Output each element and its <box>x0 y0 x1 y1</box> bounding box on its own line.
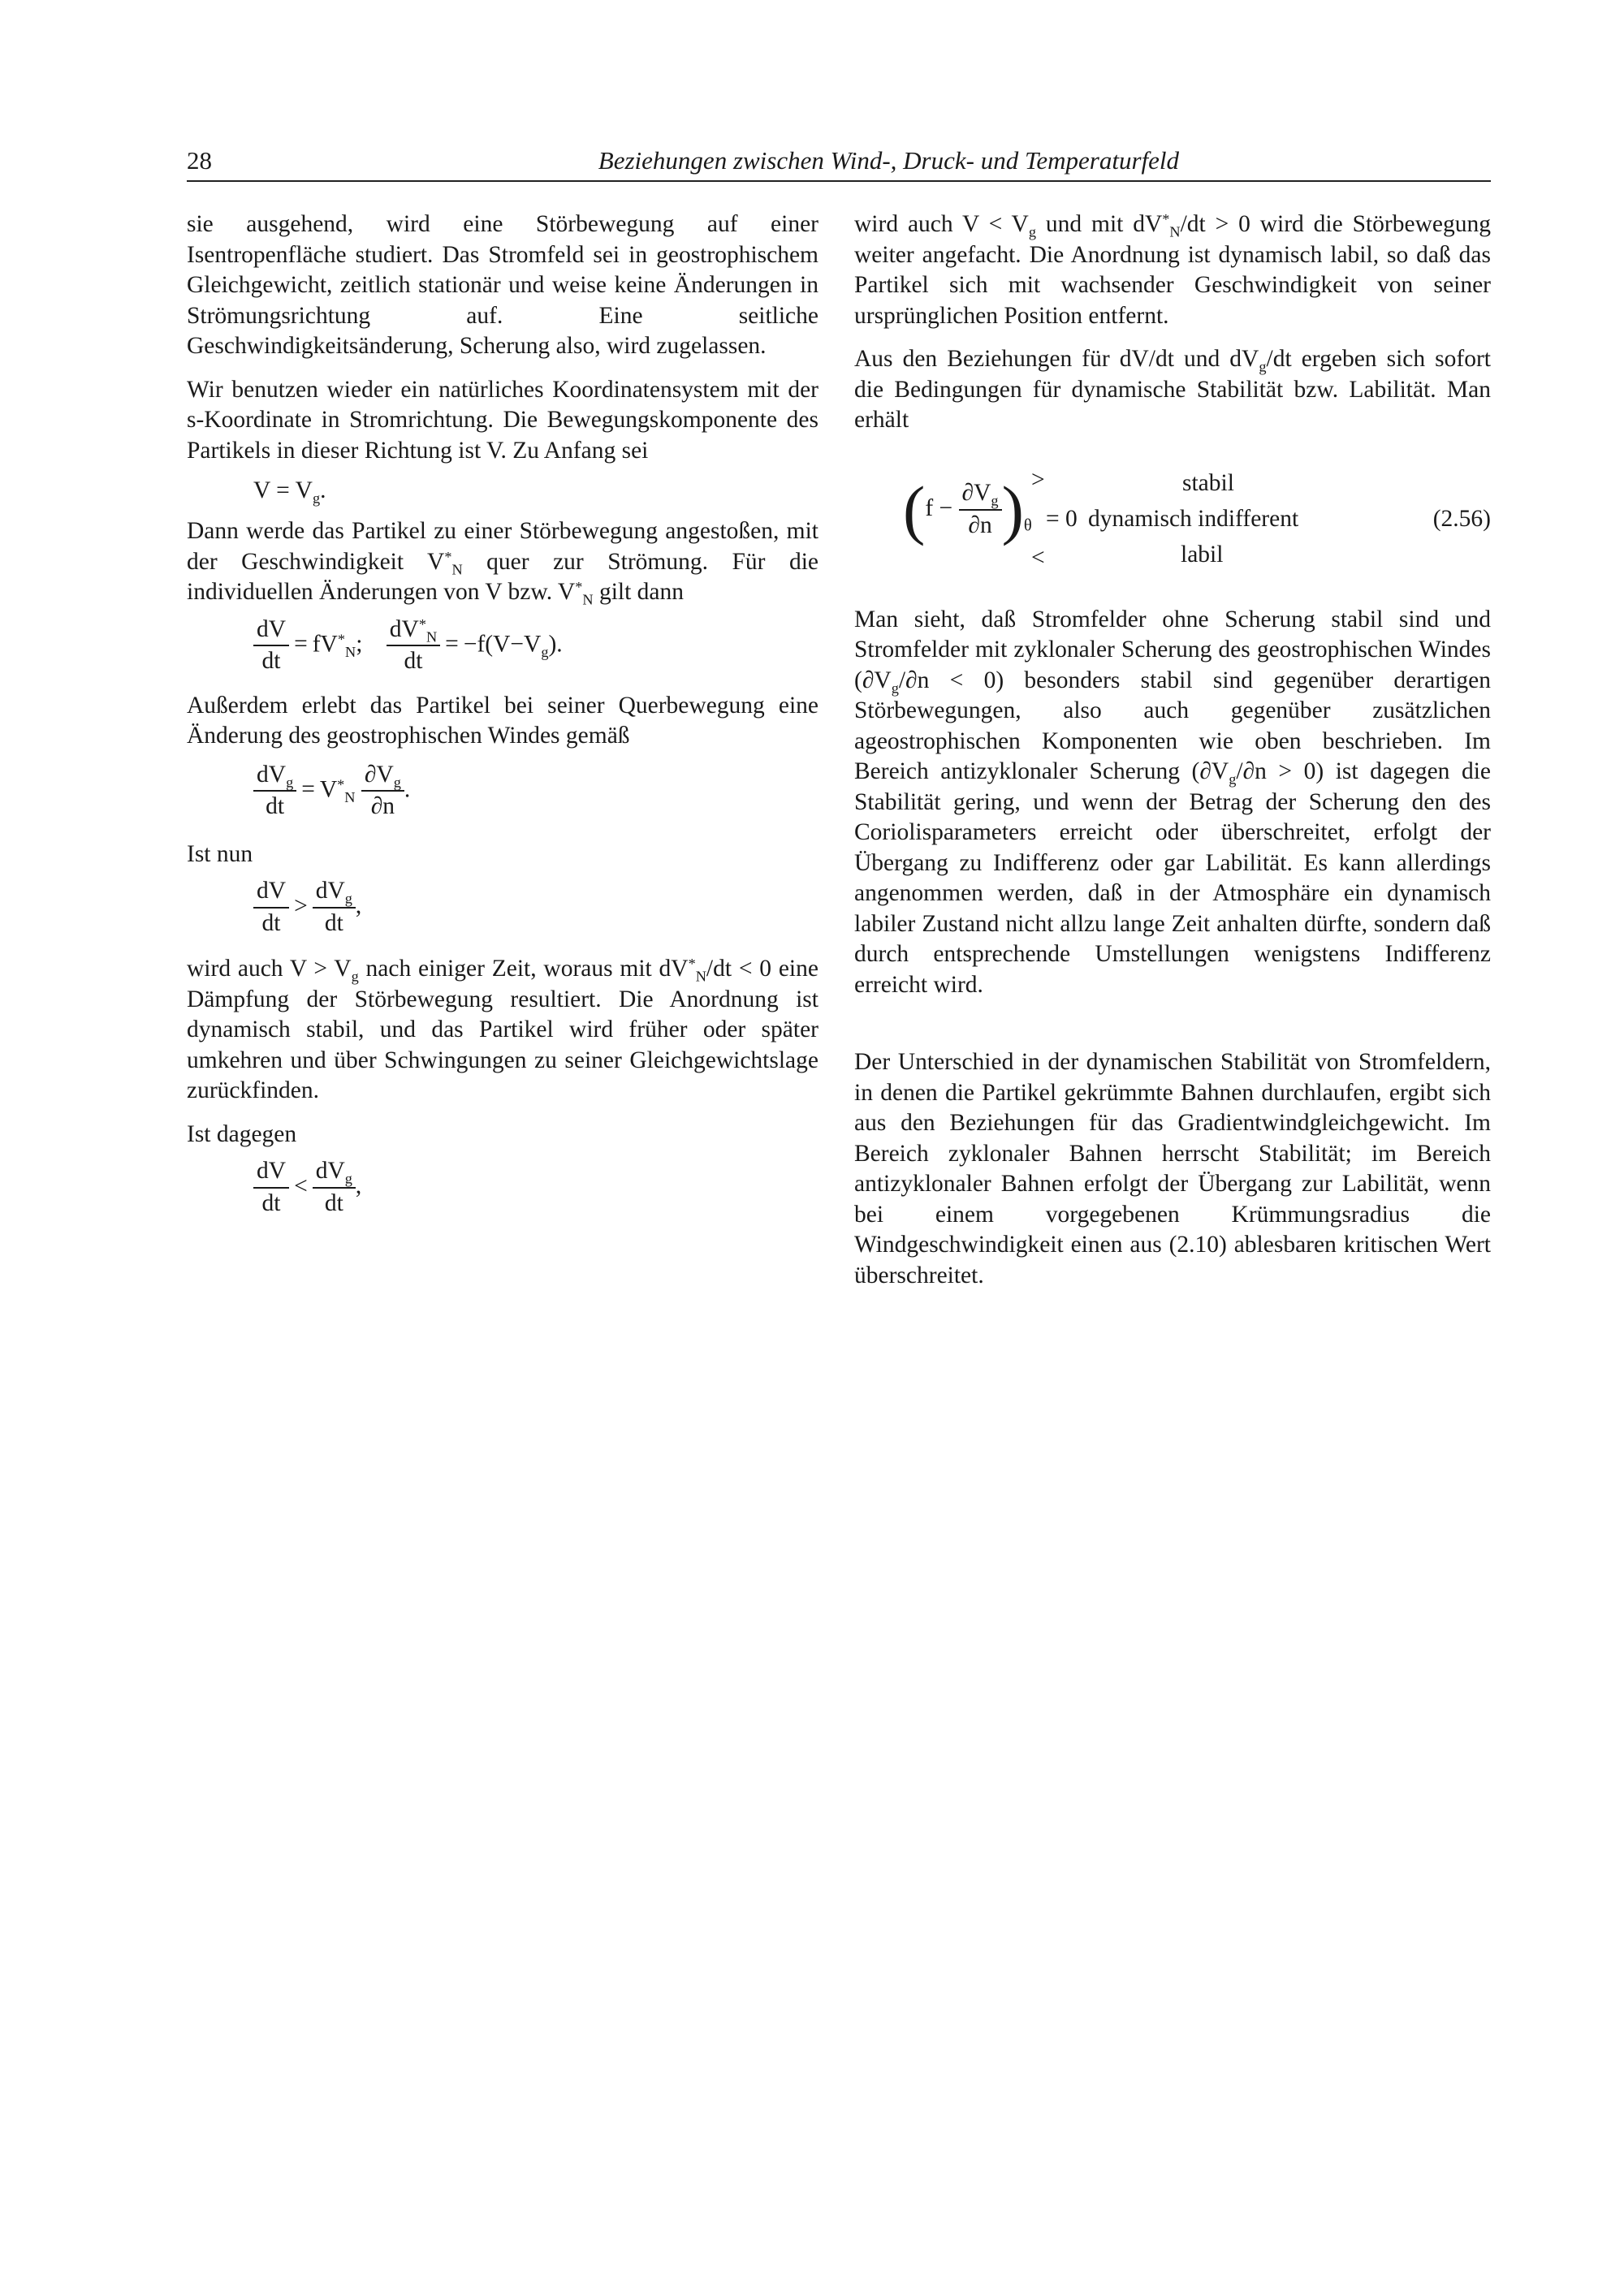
frac-dvn-dt: $\frac{dV^*_N}{dt}$ <box>387 616 440 676</box>
equation-disturbance: $\frac{dV}{dt}$ = $fV^*_N$; $\frac{dV^*_N}{dt}$ = $-f(V-V_g)$. <box>187 608 818 691</box>
page-number: 28 <box>187 146 212 175</box>
frac-dvg-dt: $\frac{dV_g}{dt}$ <box>253 762 296 822</box>
frac-partial-vg-n: $\frac{\partial V_g}{\partial n}$ <box>361 762 404 822</box>
equation-geostrophic-change: $\frac{dV_g}{dt}$ = $V^*_N$ $\frac{\partial V_g}{\partial n}$ . <box>187 752 818 840</box>
left-paragraph-4: Außerdem erlebt das Partikel bei seiner Querbewegung eine Änderung des geostrophischen Windes gemäß <box>187 692 818 749</box>
right-paragraph-3: Man sieht, daß Stromfelder ohne Scherung stabil sind und Stromfelder mit zyklonaler Scherung des geostrophischen Windes $(\partial V_g/\partial n < 0)$ besonders stabil sind gegenüber derartigen Störbewegungen, also auch gegenüber zusätzlichen ageostrophischen Komponenten wie oben beschrieben. Im Bereich antizyklonaler Scherung $(\partial V_g/\partial n > 0)$ ist dagegen die Stabilität gering, und wenn der Betrag der Scherung den des Coriolisparameters erreicht oder überschreitet, erfolgt der Übergang zu Indifferenz oder gar Labilität. Es kann allerdings angenommen werden, daß in der Atmosphäre ein dynamisch labiler Zustand nicht allzu lange Zeit anhalten dürfte, sondern daß durch entsprechende Umstellungen wenigstens Indifferenz erreicht wird. <box>854 606 1491 998</box>
frac-partial-vg-n-stability: $\frac{\partial V_g}{\partial n}$ <box>959 480 1002 540</box>
case-indifferent: dynamisch indifferent <box>1088 505 1299 532</box>
equation-2-56: (f − $\frac{\partial V_g}{\partial n}$ )$_\theta$ > = 0 < stabil dynamisch indifferent labil (2.56) <box>903 466 1491 571</box>
running-title: Beziehungen zwischen Wind-, Druck- und Temperaturfeld <box>598 146 1179 175</box>
p3-star2: * <box>575 578 583 595</box>
p3-a: Dann werde das Partikel zu einer Störbewegung angestoßen, mit der Geschwindigkeit V <box>187 518 818 575</box>
ist-nun: Ist nun <box>187 840 253 867</box>
header-rule <box>187 180 1491 182</box>
left-paragraph-2: Wir benutzen wieder ein natürliches Koordinatensystem mit der s-Koordinate in Stromrichtung. Die Bewegungskomponente des Partikels in dieser Richtung ist V. Zu Anfang sei <box>187 376 818 464</box>
equation-number: (2.56) <box>1432 505 1491 532</box>
equation-greater: $\frac{dV}{dt}$ > $\frac{dV_g}{dt}$ , <box>187 870 818 954</box>
right-paragraph-1: wird auch $V < V_g$ und mit $dV^*_N/dt > 0$ wird die Störbewegung weiter angefacht. Die Anordnung ist dynamisch labil, so daß das Partikel sich mit wachsender Geschwindigkeit von seiner ursprünglichen Position entfernt. <box>854 210 1491 329</box>
p3-c: gilt dann <box>593 579 685 605</box>
frac-dv-dt: $\frac{dV}{dt}$ <box>253 616 289 676</box>
p3-sub2: N <box>582 591 594 608</box>
p3-b: quer zur Strömung. Für die individuellen Änderungen von V bzw. V <box>187 548 818 605</box>
left-paragraph-5: wird auch $V > V_g$ nach einiger Zeit, woraus mit $dV^*_N/dt < 0$ eine Dämpfung der Störbewegung resultiert. Die Anordnung ist dynamisch stabil, und das Partikel wird früher oder später umkehren und über Schwingungen zu seiner Gleichgewichtslage zurückfinden. <box>187 955 818 1103</box>
right-paragraph-2: Aus den Beziehungen für dV/dt und $dV_g/dt$ ergeben sich sofort die Bedingungen für dynamische Stabilität bzw. Labilität. Man erhält <box>854 346 1491 433</box>
ist-dagegen: Ist dagegen <box>187 1120 297 1147</box>
p3-sub1: N <box>451 560 463 577</box>
eq1-end: . <box>320 477 326 503</box>
equation-less: $\frac{dV}{dt}$ < $\frac{dV_g}{dt}$ , <box>187 1150 818 1234</box>
case-labil: labil <box>1181 541 1224 568</box>
case-stabil: stabil <box>1182 469 1234 496</box>
p3-star1: * <box>444 548 452 565</box>
left-paragraph-3 <box>187 516 818 608</box>
eq1-text: V = V <box>253 477 313 503</box>
left-column <box>187 209 818 1234</box>
left-paragraph-1: sie ausgehend, wird eine Störbewegung auf einer Isentropenfläche studiert. Das Stromfeld sei in geostrophischem Gleichgewicht, zeitlich stationär und weise keine Änderungen in Strömungsrichtung auf. Eine seitliche Geschwindigkeitsänderung, Scherung also, wird zugelassen. <box>187 211 818 359</box>
equation-v-equals-vg <box>187 466 818 516</box>
eq1-sub: g <box>312 490 321 507</box>
right-column <box>854 209 1491 1291</box>
right-paragraph-4: Der Unterschied in der dynamischen Stabilität von Stromfeldern, in denen die Partikel gekrümmte Bahnen durchlaufen, ergibt sich aus den Beziehungen für das Gradientwindgleichgewicht. Im Bereich zyklonaler Bahnen herrscht Stabilität; im Bereich antizyklonaler Bahnen erfolgt der Übergang zur Labilität, wenn bei einem vorgegebenen Krümmungsradius die Windgeschwindigkeit einen aus (2.10) ablesbaren kritischen Wert überschreitet. <box>854 1049 1491 1288</box>
